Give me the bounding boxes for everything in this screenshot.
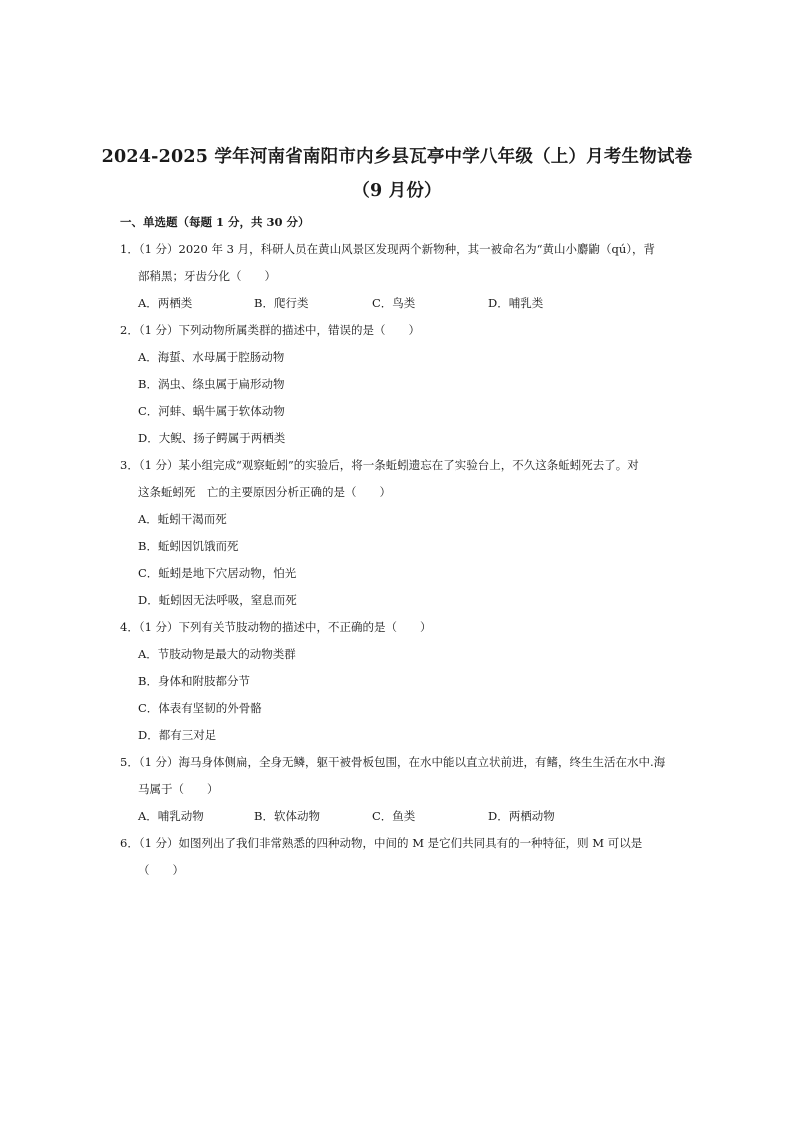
question-6-line-1: 6．（1 分）如图列出了我们非常熟悉的四种动物，中间的 M 是它们共同具有的一种特征，则 M 可以是 <box>120 836 643 850</box>
question-3-line-2: 这条蚯蚓死 亡的主要原因分析正确的是（ ） <box>138 485 391 499</box>
question-2-option-d: D．大鲵、扬子鳄属于两栖类 <box>138 431 286 445</box>
question-5-option-a: A．哺乳动物 <box>138 809 204 823</box>
question-1-option-b: B．爬行类 <box>254 296 309 310</box>
question-4-option-a: A．节肢动物是最大的动物类群 <box>138 647 296 661</box>
question-5-option-c: C．鱼类 <box>372 809 416 823</box>
question-1-option-d: D．哺乳类 <box>488 296 544 310</box>
question-3-line-1: 3．（1 分）某小组完成“观察蚯蚓”的实验后，将一条蚯蚓遗忘在了实验台上，不久这条蚯蚓死去了。对 <box>120 458 639 472</box>
question-2-line-1: 2．（1 分）下列动物所属类群的描述中，错误的是（ ） <box>120 323 421 337</box>
question-3-option-c: C．蚯蚓是地下穴居动物，怕光 <box>138 566 297 580</box>
question-4-option-d: D．都有三对足 <box>138 728 217 742</box>
question-1-option-a: A．两栖类 <box>138 296 193 310</box>
question-5-line-2: 马属于（ ） <box>138 782 219 796</box>
question-2-option-b: B．涡虫、绦虫属于扁形动物 <box>138 377 285 391</box>
question-3-option-d: D．蚯蚓因无法呼吸，窒息而死 <box>138 593 297 607</box>
question-6-line-2: （ ） <box>138 863 184 877</box>
question-3-option-b: B．蚯蚓因饥饿而死 <box>138 539 239 553</box>
question-1-line-1: 1．（1 分）2020 年 3 月，科研人员在黄山风景区发现两个新物种，其一被命名为“黄山小麝鼩（qú），背 <box>120 242 655 256</box>
question-4-option-c: C．体表有坚韧的外骨骼 <box>138 701 262 715</box>
question-4-line-1: 4．（1 分）下列有关节肢动物的描述中，不正确的是（ ） <box>120 620 432 634</box>
exam-title: 2024-2025 学年河南省南阳市内乡县瓦亭中学八年级（上）月考生物试卷 <box>101 147 693 167</box>
question-5-option-b: B．软体动物 <box>254 809 320 823</box>
question-1-line-2: 部稍黑；牙齿分化（ ） <box>138 269 276 283</box>
exam-subtitle: （9 月份） <box>352 181 442 201</box>
section-heading: 一、单选题（每题 1 分，共 30 分） <box>120 215 310 229</box>
question-4-option-b: B．身体和附肢都分节 <box>138 674 250 688</box>
question-5-line-1: 5．（1 分）海马身体侧扁，全身无鳞，躯干被骨板包围，在水中能以直立状前进，有鳍，终生生活在水中.海 <box>120 755 666 769</box>
question-2-option-c: C．河蚌、蜗牛属于软体动物 <box>138 404 285 418</box>
question-2-option-a: A．海蜇、水母属于腔肠动物 <box>138 350 285 364</box>
question-5-option-d: D．两栖动物 <box>488 809 555 823</box>
question-3-option-a: A．蚯蚓干渴而死 <box>138 512 227 526</box>
question-1-option-c: C．鸟类 <box>372 296 416 310</box>
